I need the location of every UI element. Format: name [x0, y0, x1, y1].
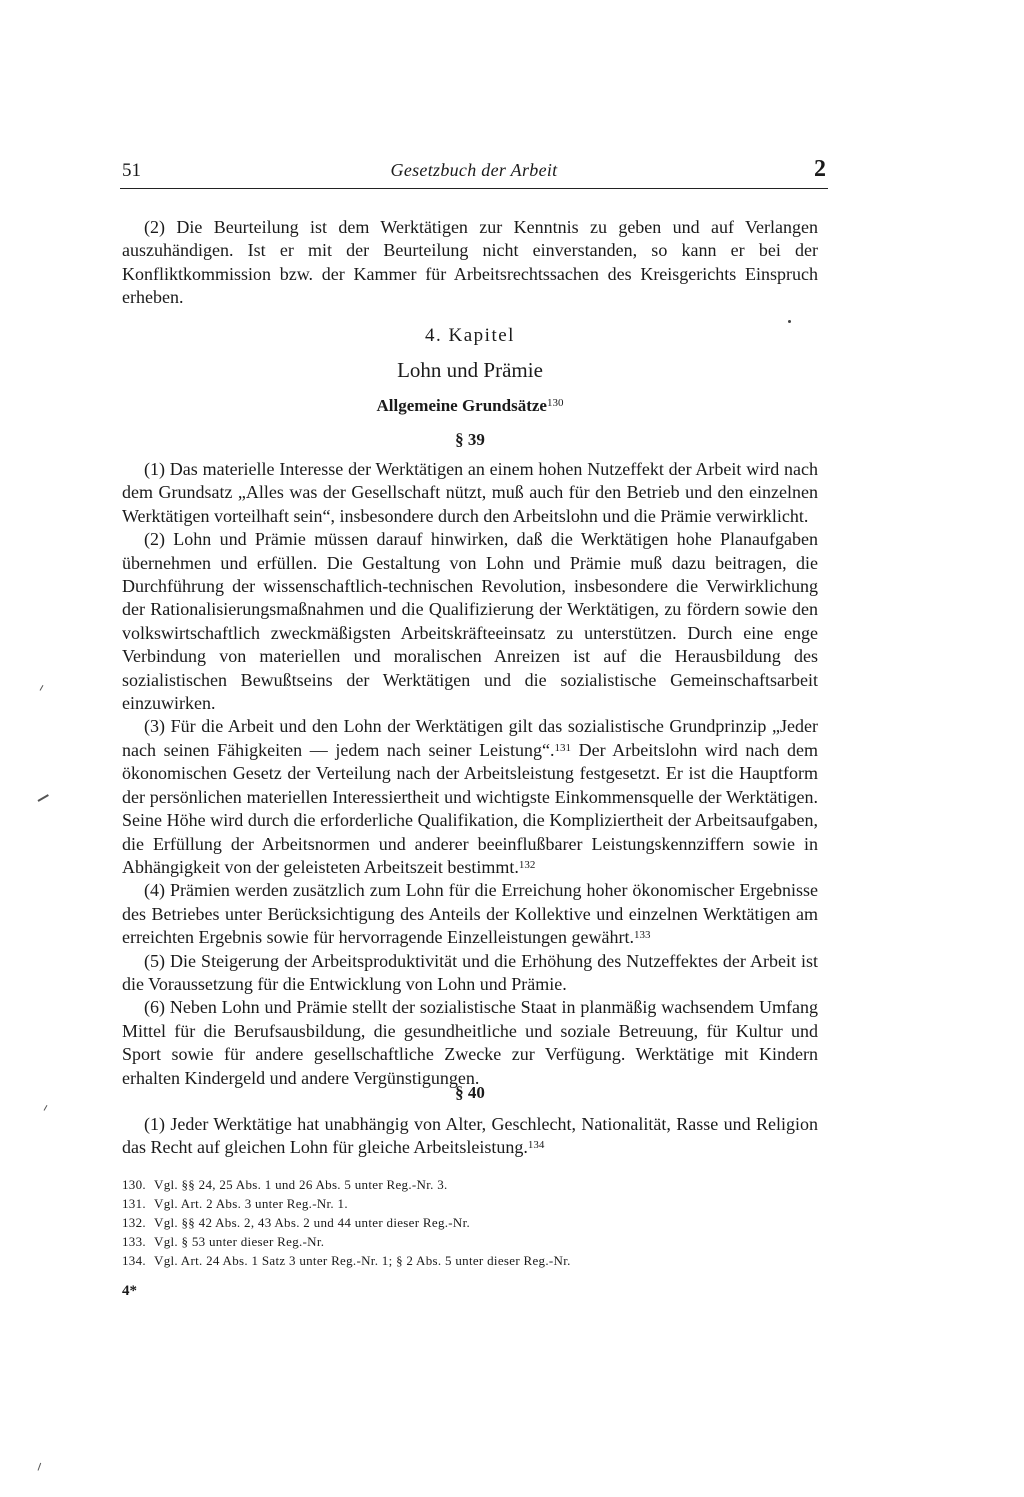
footnote — [122, 1232, 818, 1251]
footnote-number: 133. — [122, 1234, 146, 1249]
chapter-title: Lohn und Prämie — [397, 358, 543, 382]
scan-mark — [38, 794, 49, 802]
scan-mark — [44, 1105, 48, 1111]
footnote — [122, 1251, 818, 1270]
footnote — [122, 1175, 818, 1194]
section-40-body — [122, 1113, 818, 1160]
section-39-paragraph-4 — [122, 879, 818, 949]
book-title: Gesetzbuch der Arbeit — [390, 160, 558, 180]
footnote-text: Vgl. §§ 24, 25 Abs. 1 und 26 Abs. 5 unter Reg.-Nr. 3. — [154, 1177, 448, 1192]
section-39-paragraph-6: (6) Neben Lohn und Prämie stellt der sozialistische Staat in planmäßig wachsendem Umfang Mittel für die Berufsausbildung, die gesundheitliche und soziale Betreuung, für Kultur und Sport sowie für andere gesellschaftliche Zwecke zur Verfügung. Werktätige mit Kindern erhalten Kindergeld und andere Vergünstigungen. — [122, 997, 818, 1088]
intro-text-block — [122, 216, 818, 310]
chapter-number: 2 — [814, 156, 826, 182]
section-39-paragraph-4-text: (4) Prämien werden zusätzlich zum Lohn für die Erreichung hoher ökonomischer Ergebnisse des Betriebes unter Berücksichtigung des Anteils der Kollektive und einzelnen Werktätigen am erreichten Ergebnis sowie für hervorragende Einzelleistungen gewährt. — [122, 880, 818, 948]
section-39-paragraph-3 — [122, 715, 818, 879]
intro-paragraph: (2) Die Beurteilung ist dem Werktätigen zur Kenntnis zu geben und auf Verlangen auszuhändigen. Ist er mit der Beurteilung nicht einverstanden, so kann er bei der Konfliktkommission bzw. der Kammer für Arbeitsrechtssachen des Kreisgerichts Einspruch erheben. — [122, 217, 818, 308]
footnote-number: 134. — [122, 1253, 146, 1268]
footnote — [122, 1194, 818, 1213]
footnote-ref: 132 — [518, 858, 536, 871]
chapter-subtitle — [122, 396, 818, 416]
footnote-ref: 134 — [527, 1139, 545, 1152]
footnote-number: 132. — [122, 1215, 146, 1230]
footnote-text: Vgl. § 53 unter dieser Reg.-Nr. — [154, 1234, 325, 1249]
footnote-ref: 130 — [546, 397, 564, 409]
scan-speck — [788, 320, 791, 323]
chapter-subtitle-text: Allgemeine Grundsätze — [376, 396, 547, 415]
section-40-paragraph-1 — [122, 1113, 818, 1160]
footnote-ref: 131 — [554, 741, 572, 754]
footnote-number: 131. — [122, 1196, 146, 1211]
section-39-paragraph-1: (1) Das materielle Interesse der Werktätigen an einem hohen Nutzeffekt der Arbeit wird nach dem Grundsatz „Alles was der Gesellschaft nützt, muß auch für den Betrieb und den einzelnen Werktätigen vorteilhaft sein“, insbesondere durch den Arbeitslohn und die Prämie verwirklicht. — [122, 459, 818, 526]
section-39-heading: § 39 — [455, 430, 485, 449]
footnote — [122, 1213, 818, 1232]
scan-mark — [40, 685, 44, 691]
footnote-text: Vgl. Art. 24 Abs. 1 Satz 3 unter Reg.-Nr. 1; § 2 Abs. 5 unter dieser Reg.-Nr. — [154, 1253, 571, 1268]
sheet-mark: 4* — [122, 1283, 137, 1299]
section-39-paragraph-5: (5) Die Steigerung der Arbeitsproduktivität und die Erhöhung des Nutzeffektes der Arbeit ist die Voraussetzung für die Entwicklung von Lohn und Prämie. — [122, 950, 818, 994]
footnote-text: Vgl. §§ 42 Abs. 2, 43 Abs. 2 und 44 unter dieser Reg.-Nr. — [154, 1215, 471, 1230]
section-39-paragraph-3-part-b: Der Arbeitslohn wird nach dem ökonomischen Gesetz der Verteilung nach der Arbeitsleistung festgesetzt. Er ist die Hauptform der persönlichen materiellen Interessiertheit und wichtigste Einkommensquelle der Werktätigen. Seine Höhe wird durch die erforderliche Qualifikation, die Kompliziertheit der Arbeitsaufgaben, die Erfüllung der Arbeitsnormen und anderer beeinflußbarer Leistungskennziffern sowie in Abhängigkeit von der geleisteten Arbeitszeit bestimmt. — [122, 739, 818, 877]
footnote-ref: 133 — [633, 929, 651, 942]
footnote-number: 130. — [122, 1177, 146, 1192]
section-39-paragraph-3-part-a: (3) Für die Arbeit und den Lohn der Werktätigen gilt das sozialistische Grundprinzip „Jeder nach seinen Fähigkeiten — jedem nach seiner Leistung“. — [122, 716, 818, 760]
section-40-heading: § 40 — [455, 1083, 485, 1102]
running-head — [120, 158, 828, 189]
section-39-paragraph-2: (2) Lohn und Prämie müssen darauf hinwirken, daß die Werktätigen hohe Planaufgaben übernehmen und erfüllen. Die Gestaltung von Lohn und Prämie muß dazu beitragen, die Durchführung der wissenschaftlich-technischen Revolution, insbesondere die Verwirklichung der Rationalisierungsmaßnahmen und die Qualifizierung der Werktätigen, zu fördern sowie den volkswirtschaftlich zweckmäßigsten Arbeitskräfteeinsatz zu unterstützen. Durch eine enge Verbindung von materiellen und moralischen Anreizen ist auf die Herausbildung des sozialistischen Bewußtseins der Werktätigen und die sozialistische Gemeinschaftsarbeit einzuwirken. — [122, 529, 818, 714]
page-number: 51 — [122, 160, 141, 181]
footnote-text: Vgl. Art. 2 Abs. 3 unter Reg.-Nr. 1. — [154, 1196, 348, 1211]
footnotes — [122, 1175, 818, 1270]
section-39-body — [122, 458, 818, 1090]
section-40-paragraph-1-text: (1) Jeder Werktätige hat unabhängig von Alter, Geschlecht, Nationalität, Rasse und Religion das Recht auf gleichen Lohn für gleiche Arbeitsleistung. — [122, 1114, 818, 1158]
chapter-label: 4. Kapitel — [425, 325, 515, 346]
scan-mark — [38, 1463, 42, 1471]
